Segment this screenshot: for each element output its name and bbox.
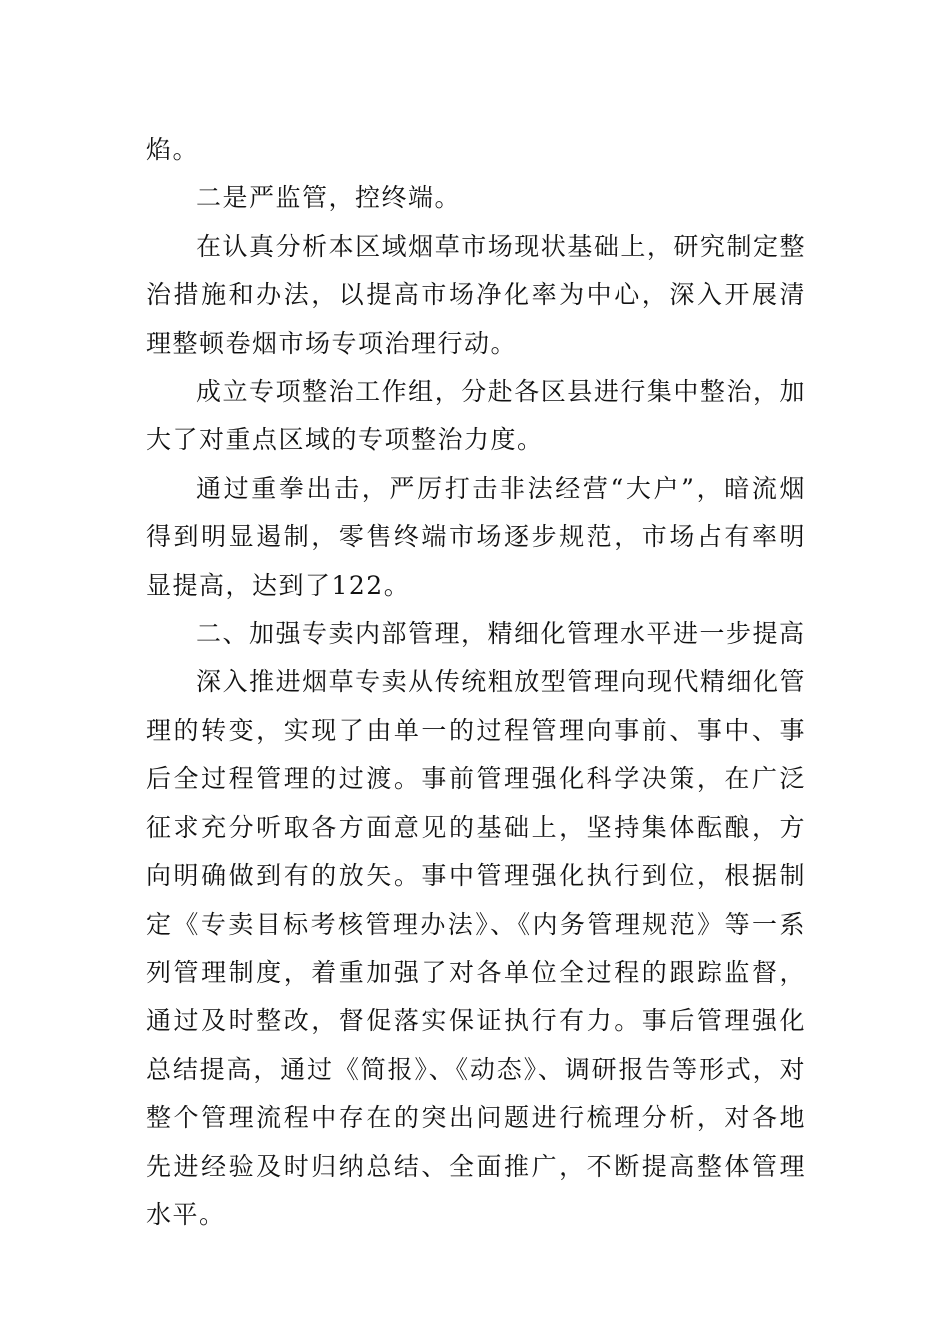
paragraph: 深入推进烟草专卖从传统粗放型管理向现代精细化管理的转变，实现了由单一的过程管理向事前、事中、事后全过程管理的过渡。事前管理强化科学决策，在广泛征求充分听取各方面意见的基础上，坚持集体酝酿，方向明确做到有的放矢。事中管理强化执行到位，根据制定《专卖目标考核管理办法》、《内务管理规范》等一系列管理制度，着重加强了对各单位全过程的跟踪监督，通过及时整改，督促落实保证执行有力。事后管理强化总结提高，通过《简报》、《动态》、调研报告等形式，对整个管理流程中存在的突出问题进行梳理分析，对各地先进经验及时归纳总结、全面推广，不断提高整体管理水平。	[146, 667, 806, 1229]
paragraph: 在认真分析本区域烟草市场现状基础上，研究制定整治措施和办法，以提高市场净化率为中心，深入开展清理整顿卷烟市场专项治理行动。	[146, 231, 806, 358]
paragraph-continuation: 焰。	[146, 135, 200, 164]
paragraph: 通过重拳出击，严厉打击非法经营“大户”，暗流烟得到明显遏制，零售终端市场逐步规范，市场占有率明显提高，达到了122。	[146, 473, 806, 600]
document-body	[146, 126, 806, 1239]
section-heading: 二、加强专卖内部管理，精细化管理水平进一步提高	[196, 619, 806, 649]
paragraph: 成立专项整治工作组，分赴各区县进行集中整治，加大了对重点区域的专项整治力度。	[146, 377, 806, 455]
paragraph-subheading: 二是严监管，控终端。	[196, 183, 462, 213]
